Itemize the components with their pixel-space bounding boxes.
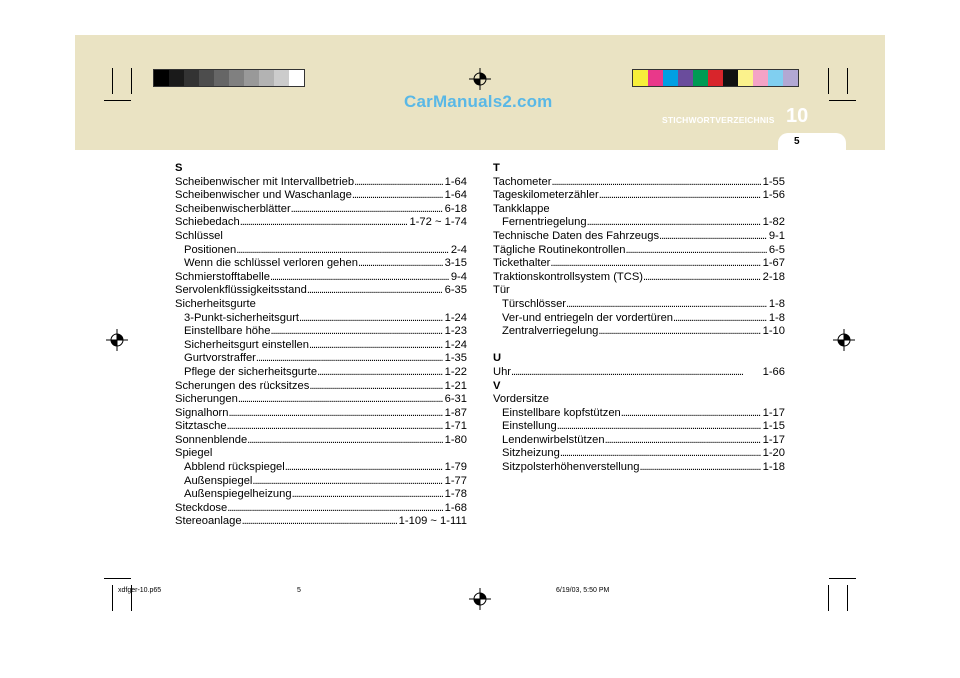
index-entry bbox=[493, 244, 785, 258]
crop-mark bbox=[828, 68, 829, 94]
entry-label: Positionen bbox=[184, 243, 237, 256]
dot-leader bbox=[587, 216, 761, 230]
entry-page: 2-4 bbox=[450, 243, 467, 256]
entry-label: Pflege der sicherheitsgurte bbox=[184, 365, 318, 378]
entry-label: Servolenkflüssigkeitsstand bbox=[175, 284, 307, 297]
entry-page: 9-1 bbox=[768, 229, 785, 242]
entry-label: Ver-und entriegeln der vordertüren bbox=[502, 311, 674, 324]
index-entry bbox=[493, 189, 785, 203]
entry-label: Zentralverriegelung bbox=[502, 325, 599, 338]
entry-page: 1-64 bbox=[444, 189, 467, 202]
entry-page: 9-4 bbox=[450, 270, 467, 283]
entry-page: 1-10 bbox=[762, 325, 785, 338]
entry-page: 1-21 bbox=[444, 379, 467, 392]
entry-page: 1-68 bbox=[444, 501, 467, 514]
dot-leader bbox=[252, 475, 442, 489]
index-subentry bbox=[175, 488, 467, 502]
entry-page: 1-55 bbox=[762, 175, 785, 188]
dot-leader bbox=[621, 407, 761, 421]
entry-page: 1-80 bbox=[444, 433, 467, 446]
entry-label: Tickethalter bbox=[493, 257, 551, 270]
entry-label: Gurtvorstraffer bbox=[184, 352, 256, 365]
index-heading: Spiegel bbox=[175, 447, 213, 460]
registration-mark-icon bbox=[106, 329, 128, 351]
dot-leader bbox=[511, 366, 761, 380]
index-subentry bbox=[175, 325, 467, 339]
entry-label: Fernentriegelung bbox=[502, 216, 587, 229]
entry-label: Einstellbare höhe bbox=[184, 325, 271, 338]
entry-label: Tägliche Routinekontrollen bbox=[493, 243, 626, 256]
entry-page: 3-15 bbox=[444, 257, 467, 270]
entry-page: 1-8 bbox=[768, 311, 785, 324]
dot-leader bbox=[247, 434, 442, 448]
dot-leader bbox=[270, 325, 442, 339]
entry-label: Einstellbare kopfstützen bbox=[502, 406, 621, 419]
index-heading: Tür bbox=[493, 284, 510, 297]
entry-page: 1-17 bbox=[762, 406, 785, 419]
dot-leader bbox=[292, 488, 443, 502]
index-subentry bbox=[493, 420, 785, 434]
index-entry bbox=[493, 257, 785, 271]
color-swatch bbox=[708, 70, 723, 86]
entry-page: 6-5 bbox=[768, 243, 785, 256]
dot-leader bbox=[270, 271, 449, 285]
chapter-number: 10 bbox=[786, 105, 809, 127]
index-entry bbox=[175, 380, 467, 394]
entry-page: 1-24 bbox=[444, 311, 467, 324]
crop-mark bbox=[112, 68, 113, 94]
color-bar bbox=[632, 69, 799, 87]
page-number: 5 bbox=[794, 136, 800, 147]
index-letter: V bbox=[493, 379, 501, 392]
dot-leader bbox=[605, 434, 761, 448]
grayscale-bar bbox=[153, 69, 305, 87]
entry-page: 1-78 bbox=[444, 488, 467, 501]
index-subentry bbox=[493, 461, 785, 475]
dot-leader bbox=[236, 244, 449, 258]
entry-page: 1-20 bbox=[762, 447, 785, 460]
index-subentry bbox=[175, 312, 467, 326]
dot-leader bbox=[639, 461, 760, 475]
index-subentry bbox=[175, 339, 467, 353]
entry-label: Sicherungen bbox=[175, 393, 238, 406]
entry-label: Sitzheizung bbox=[502, 447, 560, 460]
crop-mark bbox=[131, 68, 132, 94]
entry-label: Abblend rückspiegel bbox=[184, 461, 285, 474]
color-swatch bbox=[693, 70, 708, 86]
index-entry bbox=[175, 216, 467, 230]
index-entry bbox=[175, 271, 467, 285]
crop-mark bbox=[829, 100, 856, 101]
dot-leader bbox=[240, 216, 408, 230]
entry-label: Uhr bbox=[493, 365, 512, 378]
entry-label: Sicherheitsgurt einstellen bbox=[184, 338, 309, 351]
color-swatch bbox=[768, 70, 783, 86]
entry-label: 3-Punkt-sicherheitsgurt bbox=[184, 311, 300, 324]
entry-label: Wenn die schlüssel verloren gehen bbox=[184, 257, 358, 270]
index-entry bbox=[493, 230, 785, 244]
entry-label: Signalhorn bbox=[175, 406, 229, 419]
entry-page: 1-67 bbox=[762, 257, 785, 270]
page-tab bbox=[778, 133, 846, 155]
entry-label: Außenspiegelheizung bbox=[184, 488, 292, 501]
index-heading: Sicherheitsgurte bbox=[175, 297, 256, 310]
entry-page: 1-82 bbox=[762, 216, 785, 229]
spacer bbox=[493, 339, 785, 353]
entry-page: 1-72 ~ 1-74 bbox=[409, 216, 467, 229]
footer-page: 5 bbox=[297, 587, 301, 594]
entry-page: 1-22 bbox=[444, 365, 467, 378]
dot-leader bbox=[227, 502, 442, 516]
entry-page: 1-64 bbox=[444, 175, 467, 188]
section-title: STICHWORTVERZEICHNIS bbox=[662, 115, 775, 125]
index-heading: Vordersitze bbox=[493, 393, 549, 406]
crop-mark bbox=[847, 585, 848, 611]
entry-label: Steckdose bbox=[175, 501, 228, 514]
entry-label: Scherungen des rücksitzes bbox=[175, 379, 310, 392]
dot-leader bbox=[352, 189, 443, 203]
index-entry bbox=[175, 434, 467, 448]
entry-label: Außenspiegel bbox=[184, 474, 253, 487]
footer-filename: xdfger-10.p65 bbox=[118, 587, 162, 594]
entry-page: 2-18 bbox=[762, 270, 785, 283]
index-subentry bbox=[175, 244, 467, 258]
registration-mark-icon bbox=[469, 68, 491, 90]
index-subentry bbox=[493, 298, 785, 312]
entry-label: Technische Daten des Fahrzeugs bbox=[493, 229, 660, 242]
dot-leader bbox=[285, 461, 443, 475]
index-column-left bbox=[175, 162, 467, 529]
color-swatch bbox=[633, 70, 648, 86]
dot-leader bbox=[358, 257, 443, 271]
index-heading: Tankklappe bbox=[493, 202, 550, 215]
dot-leader bbox=[599, 189, 761, 203]
entry-label: Sitzpolsterhöhenverstellung bbox=[502, 461, 640, 474]
entry-page: 1-18 bbox=[762, 461, 785, 474]
entry-page: 6-35 bbox=[444, 284, 467, 297]
entry-page: 1-35 bbox=[444, 352, 467, 365]
color-swatch bbox=[783, 70, 798, 86]
index-letter: S bbox=[175, 162, 183, 174]
entry-label: Türschlösser bbox=[502, 297, 567, 310]
entry-label: Einstellung bbox=[502, 420, 557, 433]
dot-leader bbox=[317, 366, 443, 380]
entry-page: 1-24 bbox=[444, 338, 467, 351]
entry-label: Traktionskontrollsystem (TCS) bbox=[493, 270, 644, 283]
index-entry bbox=[493, 271, 785, 285]
dot-leader bbox=[242, 515, 397, 529]
crop-mark bbox=[112, 585, 113, 611]
color-swatch bbox=[738, 70, 753, 86]
entry-label: Schmierstofftabelle bbox=[175, 270, 270, 283]
index-entry bbox=[493, 176, 785, 190]
crop-mark bbox=[847, 68, 848, 94]
entry-label: Schiebedach bbox=[175, 216, 240, 229]
dot-leader bbox=[659, 230, 767, 244]
entry-page: 6-31 bbox=[444, 393, 467, 406]
dot-leader bbox=[625, 244, 766, 258]
index-entry bbox=[175, 189, 467, 203]
dot-leader bbox=[551, 176, 760, 190]
index-subentry bbox=[493, 447, 785, 461]
dot-leader bbox=[229, 407, 443, 421]
entry-page: 1-23 bbox=[444, 325, 467, 338]
entry-page: 1-109 ~ 1-111 bbox=[398, 515, 467, 528]
index-entry bbox=[175, 176, 467, 190]
index-entry bbox=[175, 284, 467, 298]
index-entry bbox=[175, 420, 467, 434]
registration-mark-icon bbox=[833, 329, 855, 351]
index-entry bbox=[175, 502, 467, 516]
index-subentry bbox=[175, 352, 467, 366]
entry-page: 1-56 bbox=[762, 189, 785, 202]
entry-page: 1-71 bbox=[444, 420, 467, 433]
entry-page: 1-79 bbox=[444, 461, 467, 474]
entry-label: Sonnenblende bbox=[175, 433, 248, 446]
dot-leader bbox=[238, 393, 443, 407]
entry-label: Lendenwirbelstützen bbox=[502, 433, 605, 446]
dot-leader bbox=[256, 352, 443, 366]
index-entry bbox=[175, 393, 467, 407]
entry-label: Scheibenwischer mit Intervallbetrieb bbox=[175, 175, 355, 188]
entry-page: 1-87 bbox=[444, 406, 467, 419]
entry-page: 1-15 bbox=[762, 420, 785, 433]
dot-leader bbox=[307, 284, 443, 298]
color-swatch bbox=[663, 70, 678, 86]
index-subentry bbox=[493, 407, 785, 421]
dot-leader bbox=[673, 312, 767, 326]
index-subentry bbox=[493, 325, 785, 339]
index-heading: Schlüssel bbox=[175, 229, 223, 242]
dot-leader bbox=[598, 325, 760, 339]
registration-mark-icon bbox=[469, 588, 491, 610]
entry-label: Scheibenwischerblätter bbox=[175, 202, 291, 215]
dot-leader bbox=[309, 339, 443, 353]
entry-page: 6-18 bbox=[444, 202, 467, 215]
dot-leader bbox=[299, 312, 443, 326]
entry-page: 1-17 bbox=[762, 433, 785, 446]
crop-mark bbox=[104, 100, 131, 101]
dot-leader bbox=[227, 420, 443, 434]
index-entry bbox=[493, 366, 785, 380]
index-entry bbox=[175, 515, 467, 529]
watermark: CarManuals2.com bbox=[404, 92, 553, 111]
crop-mark bbox=[104, 578, 131, 579]
entry-label: Sitztasche bbox=[175, 420, 227, 433]
footer-timestamp: 6/19/03, 5:50 PM bbox=[556, 587, 610, 594]
entry-label: Tageskilometerzähler bbox=[493, 189, 599, 202]
entry-page: 1-66 bbox=[762, 365, 785, 378]
dot-leader bbox=[309, 380, 442, 394]
dot-leader bbox=[560, 447, 761, 461]
index-subentry bbox=[175, 257, 467, 271]
dot-leader bbox=[291, 203, 443, 217]
index-entry bbox=[175, 407, 467, 421]
index-letter: T bbox=[493, 162, 500, 174]
index-column-right bbox=[493, 162, 785, 475]
index-subentry bbox=[175, 475, 467, 489]
entry-page: 1-77 bbox=[444, 474, 467, 487]
crop-mark bbox=[828, 585, 829, 611]
dot-leader bbox=[643, 271, 761, 285]
crop-mark bbox=[829, 578, 856, 579]
entry-label: Scheibenwischer und Waschanlage bbox=[175, 189, 352, 202]
index-entry bbox=[175, 203, 467, 217]
dot-leader bbox=[557, 420, 761, 434]
color-swatch bbox=[678, 70, 693, 86]
index-subentry bbox=[175, 366, 467, 380]
index-subentry bbox=[493, 312, 785, 326]
index-letter: U bbox=[493, 352, 502, 365]
dot-leader bbox=[566, 298, 767, 312]
color-swatch bbox=[648, 70, 663, 86]
index-subentry bbox=[493, 434, 785, 448]
dot-leader bbox=[354, 176, 443, 190]
entry-label: Stereoanlage bbox=[175, 515, 242, 528]
entry-page: 1-8 bbox=[768, 297, 785, 310]
index-subentry bbox=[175, 461, 467, 475]
color-swatch bbox=[723, 70, 738, 86]
index-subentry bbox=[493, 216, 785, 230]
color-swatch bbox=[753, 70, 768, 86]
entry-label: Tachometer bbox=[493, 175, 552, 188]
dot-leader bbox=[550, 257, 760, 271]
